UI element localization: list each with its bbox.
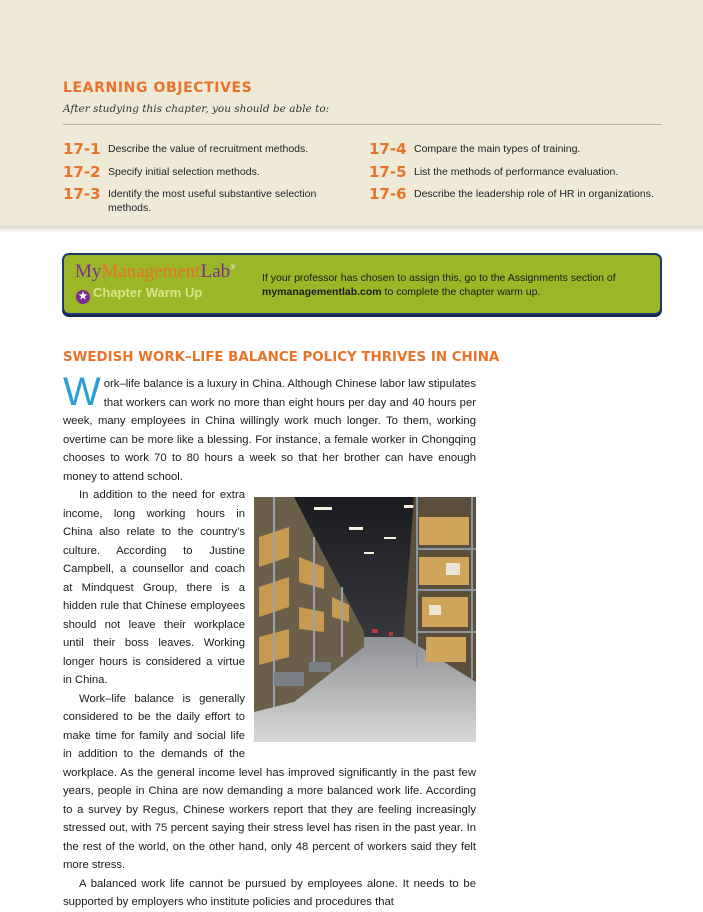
objective-number: 17-4 (369, 140, 407, 158)
mymanagementlab-banner (62, 253, 662, 315)
paragraph-1-text: ork–life balance is a luxury in China. Although Chinese labor law stipulates that workers can work no more than eight hours per day and 40 hours per week, many employees in China willingly work much longer. To them, working overtime can be more like a blessing. For instance, a female worker in Chongqing chooses to work 70 to 80 hours a week so that her brother can have enough money to attend school. (63, 378, 476, 483)
objective-number: 17-1 (63, 140, 101, 158)
paragraph-2: In addition to the need for extra income, long working hours in China also relate to the country's culture. According to Justine Campbell, a counsellor and coach at Mindquest Group, there is a hidden rule that Chinese employees should not leave their workplace until their boss leaves. Working longer hours is considered a virtue in China. (63, 489, 245, 686)
objective-text: List the methods of performance evaluation. (414, 166, 619, 178)
objective-number: 17-3 (63, 185, 101, 203)
article-body (63, 370, 476, 912)
band-shadow (0, 226, 703, 232)
chapter-warm-up-label: ★ Chapter Warm Up (76, 285, 202, 304)
article-title: SWEDISH WORK–LIFE BALANCE POLICY THRIVES IN CHINA (63, 350, 500, 365)
objective-text: Specify initial selection methods. (108, 166, 260, 178)
objective-text: Describe the value of recruitment methods. (108, 143, 309, 155)
star-icon: ★ (76, 290, 90, 304)
objective-number: 17-5 (369, 163, 407, 181)
banner-instructions: If your professor has chosen to assign this, go to the Assignments section of mymanagementlab.com to complete the chapter warm up. (262, 272, 616, 298)
objective-text: Identify the most useful substantive selection methods. (108, 188, 317, 214)
learning-objectives-subtitle: After studying this chapter, you should be able to: (63, 103, 330, 115)
divider (63, 124, 662, 125)
objective-number: 17-2 (63, 163, 101, 181)
objective-text: Compare the main types of training. (414, 143, 581, 155)
learning-objectives-heading: LEARNING OBJECTIVES (63, 80, 253, 96)
mymanagementlab-link[interactable]: mymanagementlab.com (262, 286, 382, 298)
warehouse-photo (254, 497, 476, 742)
mymanagementlab-logo: MyManagementLab® (75, 261, 236, 282)
objective-number: 17-6 (369, 185, 407, 203)
paragraph-1 (63, 370, 476, 486)
drop-cap: W (63, 370, 101, 414)
paragraph-4: A balanced work life cannot be pursued by employees alone. It needs to be supported by employers who institute policies and procedures that (63, 877, 476, 908)
paragraph-3: Work–life balance is generally considered to be the daily effort to make time for family and social life in addition to the demands of the workplace. As the general income level has improved significantly in the past few years, people in China are now demanding a more balanced work life. According to a survey by Regus, Chinese workers report that they are feeling increasingly stressed out, with 75 percent saying their stress level has risen in the past year. In the rest of the world, on the other hand, only 48 percent of workers said they felt more stress. (63, 692, 476, 871)
objective-text: Describe the leadership role of HR in organizations. (414, 188, 654, 200)
